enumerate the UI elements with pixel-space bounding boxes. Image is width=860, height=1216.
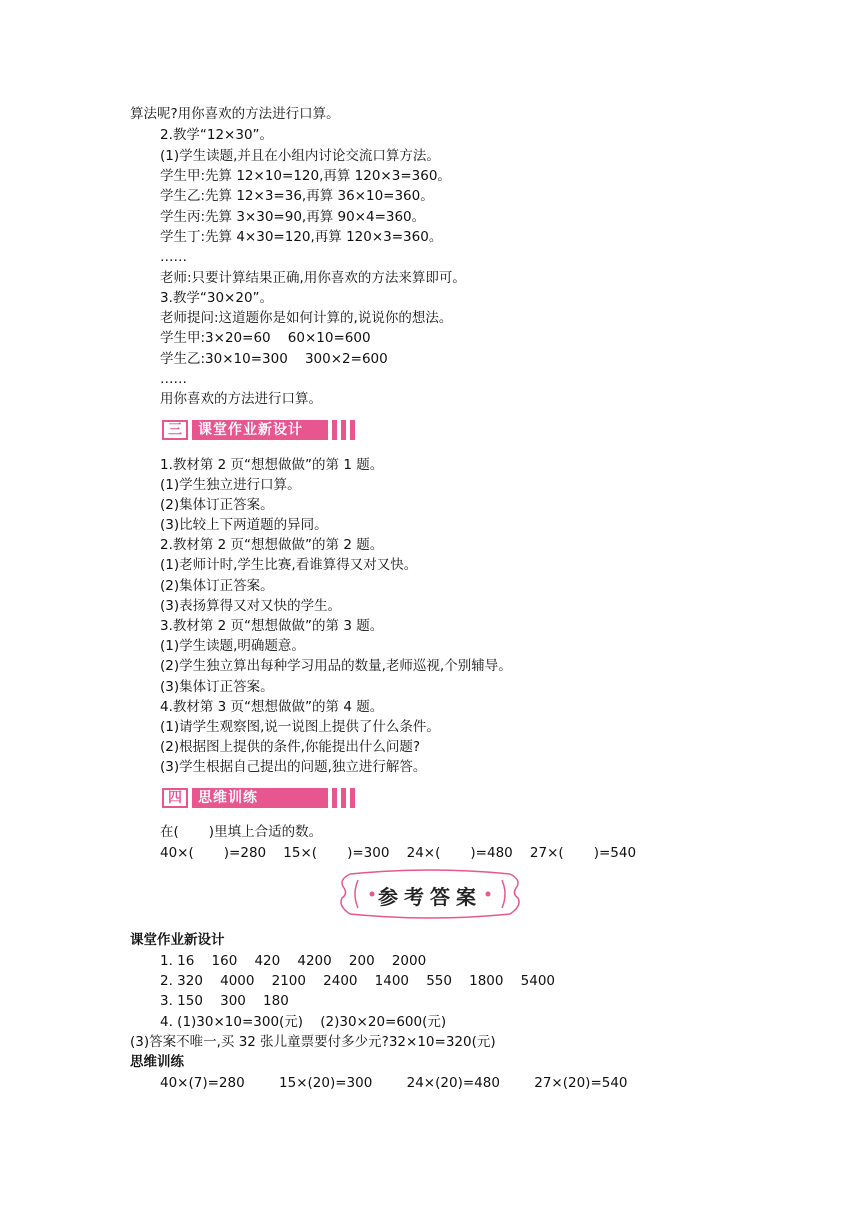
text-line: (3)集体订正答案。 <box>160 679 274 695</box>
banner-stripe <box>332 420 337 440</box>
text-line: (1)请学生观察图,说一说图上提供了什么条件。 <box>160 719 440 735</box>
answer-title-text: 参考答案 <box>378 885 482 909</box>
banner-stripe <box>341 420 346 440</box>
answer-line: 1. 16 160 420 4200 200 2000 <box>160 953 427 969</box>
text-line: 3.教材第 2 页“想想做做”的第 3 题。 <box>160 618 384 634</box>
text-line: (2)根据图上提供的条件,你能提出什么问题? <box>160 739 421 755</box>
text-line: 在( )里填上合适的数。 <box>160 824 323 840</box>
text-line: (2)学生独立算出每种学习用品的数量,老师巡视,个别辅导。 <box>160 658 512 674</box>
answer-line: 4. (1)30×10=300(元) (2)30×20=600(元) <box>160 1014 447 1030</box>
text-line: (1)老师计时,学生比赛,看谁算得又对又快。 <box>160 557 418 573</box>
section-banner <box>160 786 362 810</box>
banner-stripe <box>341 788 346 808</box>
section-title: 课堂作业新设计 <box>192 420 328 440</box>
text-line: 学生乙:先算 12×3=36,再算 36×10=360。 <box>160 188 434 204</box>
text-line: 2.教材第 2 页“想想做做”的第 2 题。 <box>160 537 384 553</box>
answer-heading: 课堂作业新设计 <box>130 932 225 948</box>
text-line: 学生甲:3×20=60 60×10=600 <box>160 330 371 346</box>
text-line: 1.教材第 2 页“想想做做”的第 1 题。 <box>160 457 384 473</box>
text-line: 4.教材第 3 页“想想做做”的第 4 题。 <box>160 699 384 715</box>
text-line: (3)学生根据自己提出的问题,独立进行解答。 <box>160 759 427 775</box>
answer-line: (3)答案不唯一,买 32 张儿童票要付多少元?32×10=320(元) <box>130 1034 496 1050</box>
answer-line: 3. 150 300 180 <box>160 993 289 1009</box>
answer-heading: 思维训练 <box>130 1054 184 1070</box>
answer-title-ornament <box>336 868 524 920</box>
section-number: 四 <box>162 788 188 808</box>
text-line: 老师提问:这道题你是如何计算的,说说你的想法。 <box>160 310 453 326</box>
text-line: 学生乙:30×10=300 300×2=600 <box>160 351 388 367</box>
text-line: (1)学生独立进行口算。 <box>160 477 301 493</box>
text-line: …… <box>160 371 187 387</box>
text-line: (1)学生读题,并且在小组内讨论交流口算方法。 <box>160 148 440 164</box>
text-line: 老师:只要计算结果正确,用你喜欢的方法来算即可。 <box>160 270 466 286</box>
text-line: 40×( )=280 15×( )=300 24×( )=480 27×( )=540 <box>160 845 637 861</box>
banner-stripe <box>350 420 355 440</box>
text-line: 算法呢?用你喜欢的方法进行口算。 <box>130 106 340 122</box>
section-banner <box>160 418 362 442</box>
text-line: (2)集体订正答案。 <box>160 497 274 513</box>
text-line: (3)比较上下两道题的异同。 <box>160 517 328 533</box>
text-line: 学生丙:先算 3×30=90,再算 90×4=360。 <box>160 209 426 225</box>
banner-stripe <box>332 788 337 808</box>
text-line: …… <box>160 249 187 265</box>
text-line: 学生丁:先算 4×30=120,再算 120×3=360。 <box>160 229 443 245</box>
text-line: 学生甲:先算 12×10=120,再算 120×3=360。 <box>160 168 451 184</box>
text-line: (2)集体订正答案。 <box>160 578 274 594</box>
answer-line: 2. 320 4000 2100 2400 1400 550 1800 5400 <box>160 973 556 989</box>
text-line: 用你喜欢的方法进行口算。 <box>160 391 322 407</box>
text-line: 2.教学“12×30”。 <box>160 127 274 143</box>
answer-line: 40×(7)=280 15×(20)=300 24×(20)=480 27×(20)=540 <box>160 1075 628 1091</box>
section-title: 思维训练 <box>192 788 328 808</box>
text-line: (3)表扬算得又对又快的学生。 <box>160 598 342 614</box>
text-line: (1)学生读题,明确题意。 <box>160 638 305 654</box>
text-line: 3.教学“30×20”。 <box>160 290 274 306</box>
section-number: 三 <box>162 420 188 440</box>
banner-stripe <box>350 788 355 808</box>
